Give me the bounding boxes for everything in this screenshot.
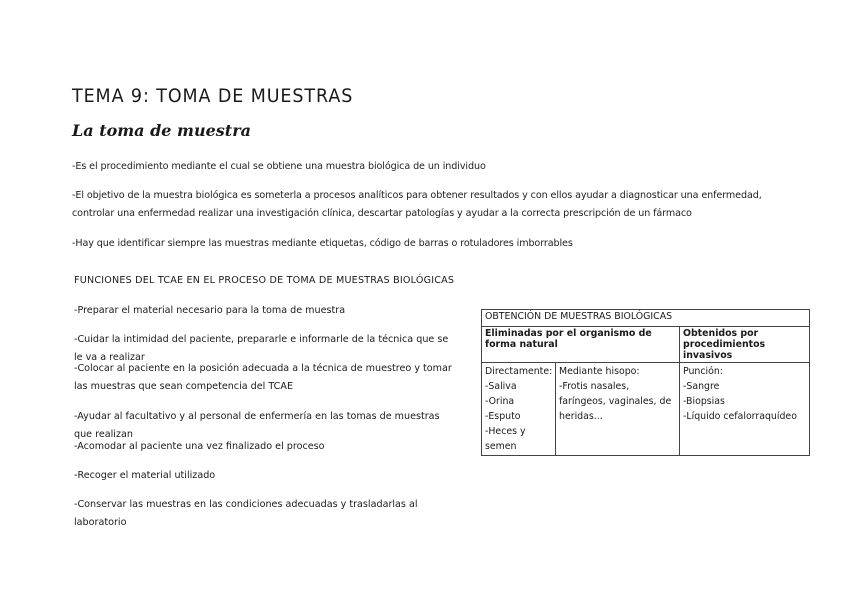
table-header-invasive: Obtenidos por procedimientos invasivos xyxy=(680,327,810,363)
intro-paragraph-1: -Es el procedimiento mediante el cual se obtiene una muestra biológica de un individuo xyxy=(72,161,486,172)
samples-table xyxy=(481,309,810,456)
list-item: Directamente: xyxy=(485,366,553,377)
direct-samples-cell xyxy=(482,363,556,456)
list-item: -Saliva xyxy=(485,381,517,392)
list-item: Punción: xyxy=(683,366,723,377)
function-item: -Recoger el material utilizado xyxy=(74,470,216,481)
functions-heading: FUNCIONES DEL TCAE EN EL PROCESO DE TOMA DE MUESTRAS BIOLÓGICAS xyxy=(74,275,455,286)
intro-paragraph-3: -Hay que identificar siempre las muestras mediante etiquetas, código de barras o rotuladores imborrables xyxy=(72,238,573,249)
list-item: -Líquido cefalorraquídeo xyxy=(683,411,797,422)
intro-paragraph-2: -El objetivo de la muestra biológica es someterla a procesos analíticos para obtener resultados y con ellos ayudar a diagnosticar una enfermedad, controlar una enfermedad realizar una investigación clínica, descartar patologías y ayudar a la correcta prescripción de un fármaco xyxy=(72,190,762,219)
list-item: -Esputo xyxy=(485,411,521,422)
function-item: -Ayudar al facultativo y al personal de enfermería en las tomas de muestras que realizan xyxy=(74,411,440,440)
page-title: TEMA 9: TOMA DE MUESTRAS xyxy=(72,85,354,107)
table-caption: OBTENCIÓN DE MUESTRAS BIOLÓGICAS xyxy=(482,310,810,327)
list-item: -Orina xyxy=(485,396,515,407)
swab-samples-cell xyxy=(556,363,680,456)
list-item: -Frotis nasales, faríngeos, vaginales, de heridas... xyxy=(559,381,672,422)
puncture-samples-cell xyxy=(680,363,810,456)
function-item: -Acomodar al paciente una vez finalizado el proceso xyxy=(74,441,325,452)
function-item: -Conservar las muestras en las condiciones adecuadas y trasladarlas al laboratorio xyxy=(74,499,418,528)
list-item: Mediante hisopo: xyxy=(559,366,640,377)
function-item: -Colocar al paciente en la posición adecuada a la técnica de muestreo y tomar las muestras que sean competencia del TCAE xyxy=(74,363,452,392)
function-item: -Cuidar la intimidad del paciente, prepararle e informarle de la técnica que se le va a realizar xyxy=(74,334,449,363)
list-item: -Heces y semen xyxy=(485,426,526,452)
function-item: -Preparar el material necesario para la toma de muestra xyxy=(74,305,346,316)
section-title: La toma de muestra xyxy=(72,121,251,140)
list-item: -Sangre xyxy=(683,381,720,392)
table-header-natural: Eliminadas por el organismo de forma natural xyxy=(482,327,680,363)
list-item: -Biopsias xyxy=(683,396,725,407)
